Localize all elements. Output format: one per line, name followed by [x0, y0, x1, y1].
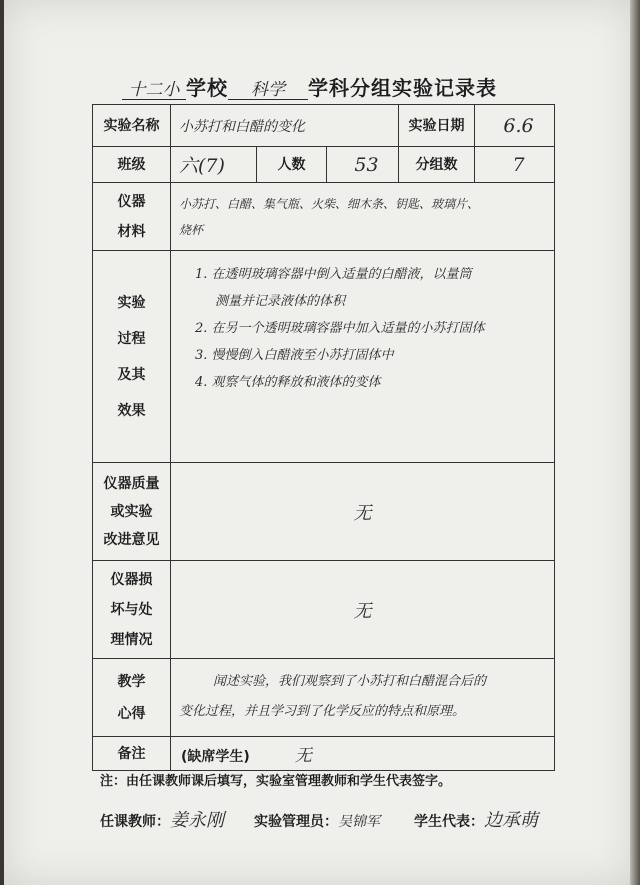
process-steps: [171, 251, 555, 463]
class-value: 六(7): [171, 147, 257, 183]
reflection-line2: 变化过程，并且学习到了化学反应的特点和原理。: [179, 704, 466, 719]
label-damage-line3: 理情况: [110, 631, 153, 648]
row-class-info: [93, 147, 555, 183]
row-process: [93, 251, 555, 463]
label-groups: 分组数: [399, 147, 475, 183]
label-people: 人数: [257, 147, 327, 183]
row-reflection: [93, 659, 555, 737]
people-value: 53: [327, 147, 399, 183]
label-quality-line2: 或实验: [110, 503, 153, 520]
row-quality: [93, 463, 555, 561]
school-name-handwritten: 十二小: [122, 75, 186, 100]
equipment-line2: 烧杯: [179, 222, 204, 237]
label-quality: [93, 463, 171, 561]
label-damage-line1: 仪器损: [110, 571, 153, 588]
row-equipment: [93, 183, 555, 251]
label-equipment: [93, 183, 171, 251]
process-step: 2. 在另一个透明玻璃容器中加入适量的小苏打固体: [195, 321, 485, 336]
remarks-value: 无: [294, 746, 312, 766]
label-damage: [93, 561, 171, 659]
experiment-date-value: 6.6: [475, 105, 555, 147]
form-title: [100, 72, 497, 102]
process-step: 4. 观察气体的释放和液体的变体: [195, 375, 381, 390]
student-rep-signature: 边承萌: [484, 810, 538, 831]
label-reflection: [93, 659, 171, 737]
label-process: [93, 251, 171, 463]
process-step: 1. 在透明玻璃容器中倒入适量的白醋液，以量筒: [195, 267, 472, 282]
school-label: 学校: [186, 76, 228, 100]
row-experiment-name: [93, 105, 555, 147]
teacher-signature: 姜永刚: [170, 810, 224, 831]
label-equipment-line1: 仪器: [117, 193, 146, 210]
label-reflection-line1: 教学: [117, 673, 146, 690]
label-experiment-name: 实验名称: [93, 105, 171, 147]
label-remarks: 备注: [93, 737, 171, 771]
title-suffix: 学科分组实验记录表: [308, 76, 497, 100]
equipment-value: [171, 183, 555, 251]
student-rep-label: 学生代表：: [414, 814, 484, 830]
lab-admin-label: 实验管理员：: [254, 814, 338, 830]
label-experiment-date: 实验日期: [399, 105, 475, 147]
label-class: 班级: [93, 147, 171, 183]
teacher-label: 任课教师：: [100, 814, 170, 830]
label-equipment-line2: 材料: [117, 223, 146, 240]
row-remarks: [93, 737, 555, 771]
quality-opinion-value: 无: [171, 463, 555, 561]
label-damage-line2: 坏与处: [110, 601, 153, 618]
experiment-record-table: [92, 104, 555, 771]
absent-students-label: (缺席学生): [181, 749, 250, 765]
equipment-line1: 小苏打、白醋、集气瓶、火柴、细木条、钥匙、玻璃片、: [179, 196, 480, 211]
footer-note: 注：由任课教师课后填写，实验室管理教师和学生代表签字。: [100, 774, 452, 789]
label-process-line3: 及其: [117, 366, 146, 383]
label-quality-line3: 改进意见: [103, 531, 160, 548]
damage-handling-value: 无: [171, 561, 555, 659]
experiment-name-value: 小苏打和白醋的变化: [171, 105, 399, 147]
signature-row: [100, 806, 538, 832]
label-process-line1: 实验: [117, 294, 146, 311]
subject-name-handwritten: 科学: [228, 75, 308, 100]
process-step: 3. 慢慢倒入白醋液至小苏打固体中: [195, 348, 394, 363]
label-process-line4: 效果: [117, 402, 146, 419]
label-reflection-line2: 心得: [117, 705, 146, 722]
label-process-line2: 过程: [117, 330, 146, 347]
reflection-value: [171, 659, 555, 737]
process-step: 测量并记录液体的体积: [215, 294, 346, 309]
paper-edge-shadow: [630, 0, 640, 885]
lab-admin-signature: 吴锦军: [338, 814, 380, 830]
label-quality-line1: 仪器质量: [103, 475, 160, 492]
remarks-cell: [171, 737, 555, 771]
reflection-line1: 闻述实验，我们观察到了小苏打和白醋混合后的: [213, 674, 487, 689]
groups-value: 7: [475, 147, 555, 183]
row-damage: [93, 561, 555, 659]
